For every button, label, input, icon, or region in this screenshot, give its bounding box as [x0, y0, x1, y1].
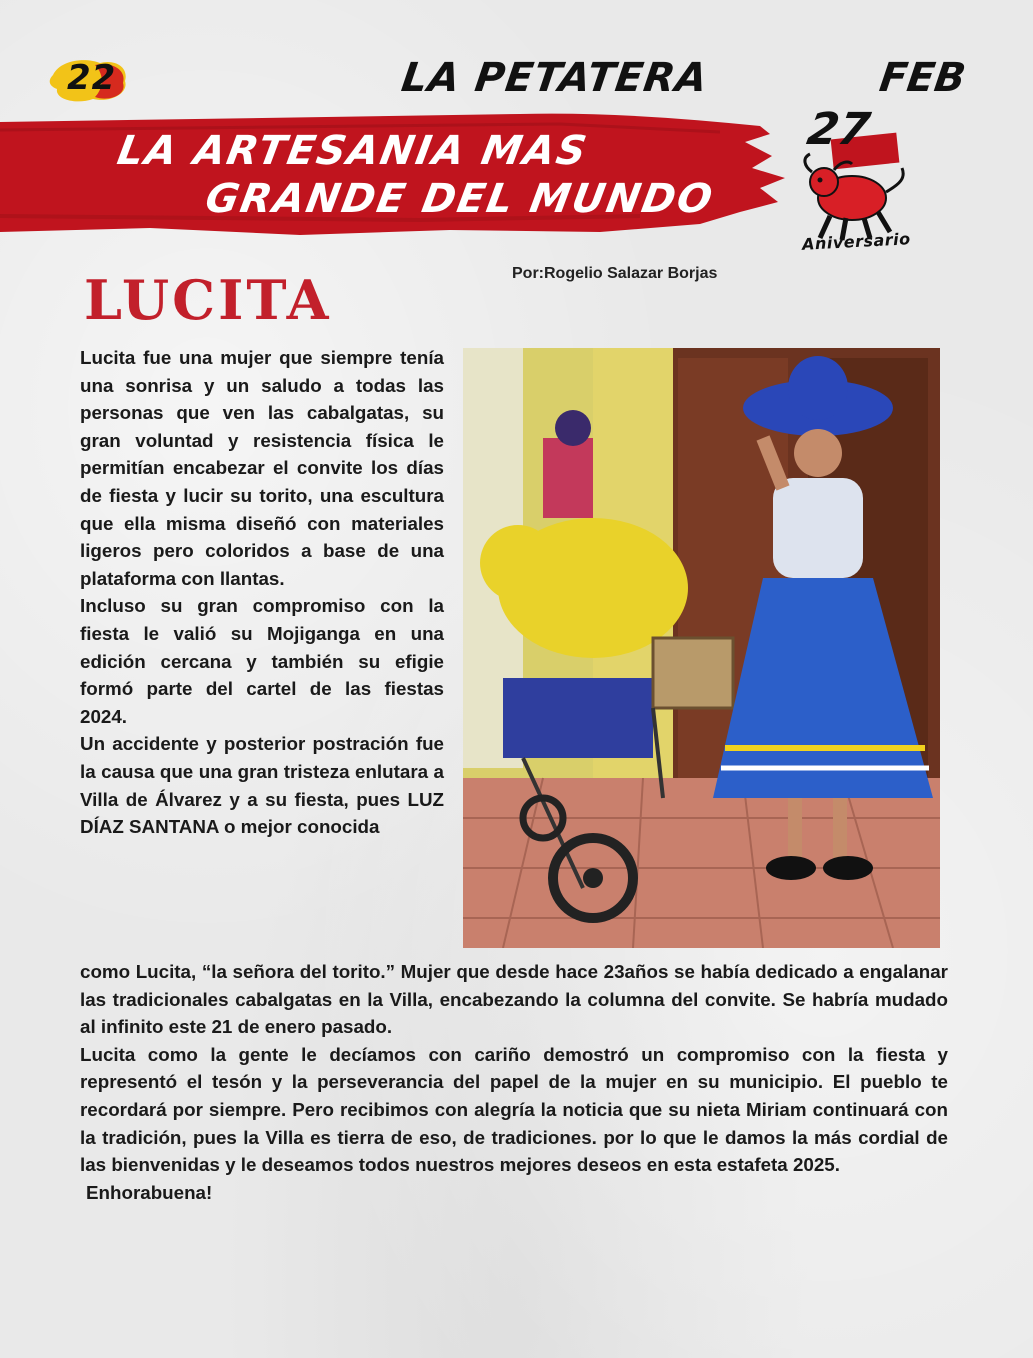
paragraph: como Lucita, “la señora del torito.” Mujer que desde hace 23años se había dedicado a engalanar las tradicionales cabalgatas en la Villa, encabezando la columna del convite. Se habría mudado al infinito este 21 de enero pasado. — [80, 961, 948, 1038]
page-number-badge — [45, 50, 135, 110]
article-column — [80, 344, 444, 841]
paragraph: Un accidente y posterior postración fue la causa que una gran tristeza enlutara a Villa de Álvarez y a su fiesta, pues LUZ DÍAZ SANTANA o mejor conocida — [80, 733, 444, 838]
section-title-line1: LA ARTESANIA MAS — [113, 128, 592, 174]
anniversary-number: 27 — [803, 104, 874, 155]
magazine-title: LA PETATERA — [398, 55, 711, 101]
page-number: 22 — [67, 58, 117, 98]
anniversary-label: Aniversario — [801, 229, 912, 254]
paragraph: Incluso su gran compromiso con la fiesta le valió su Mojiganga en una edición cercana y también su efigie formó parte del cartel de las fiestas 2024. — [80, 595, 444, 727]
article-title: LUCITA — [84, 268, 332, 332]
article-signoff: Enhorabuena! — [86, 1181, 213, 1203]
paragraph: Lucita fue una mujer que siempre tenía una sonrisa y un saludo a todas las personas que ven las cabalgatas, su gran voluntad y resistencia física le permitían encabezar el convite los días de fiesta y lucir su torito, una escultura que ella misma diseñó con materiales ligeros pero coloridos a base de una plataforma con llantas. — [80, 347, 444, 589]
paragraph: Lucita como la gente le decíamos con cariño demostró un compromiso con la fiesta y representó el tesón y la perseverancia del papel de la mujer en su municipio. El pueblo te recordará por siempre. Pero recibimos con alegría la noticia que su nieta Miriam continuará con la tradición, pues la Villa es tierra de eso, de tradiciones. por lo que le damos la más cordial de las bienvenidas y le deseamos todos nuestros mejores deseos en esta estafeta 2025. — [80, 1043, 948, 1176]
article-byline: Por:Rogelio Salazar Borjas — [512, 265, 718, 282]
issue-month: FEB — [876, 55, 969, 101]
article-photo — [463, 348, 940, 948]
section-title-line2: GRANDE DEL MUNDO — [201, 176, 718, 222]
article-body — [80, 958, 948, 1206]
